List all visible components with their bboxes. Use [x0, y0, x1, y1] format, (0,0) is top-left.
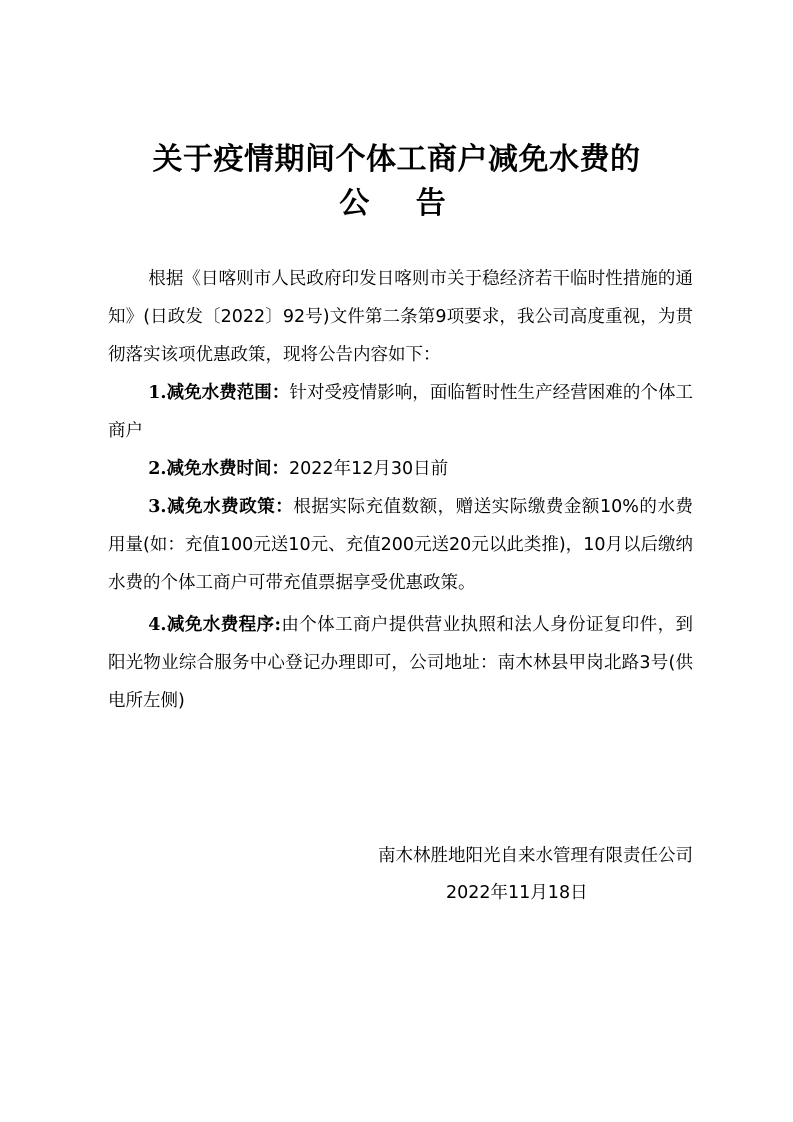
item-procedure [108, 606, 693, 720]
item-policy-heading: 3.减免水费政策： [148, 497, 294, 517]
item-scope-heading: 1.减免水费范围： [148, 383, 290, 403]
signature-company: 南木林胜地阳光自来水管理有限责任公司 [378, 846, 693, 866]
item-procedure-text: 由个体工商户提供营业执照和法人身份证复印件，到阳光物业综合服务中心登记办理即可，公司地址：南木林县甲岗北路3号(供电所左侧) [108, 615, 693, 711]
item-scope [108, 374, 693, 450]
item-period [108, 450, 693, 488]
item-period-text: 2022年12月30日前 [289, 459, 449, 479]
item-policy-text: 根据实际充值数额，赠送实际缴费金额10%的水费用量(如：充值100元送10元、充值200元送20元以此类推)，10月以后缴纳水费的个体工商户可带充值票据享受优惠政策。 [108, 497, 693, 593]
notice-title: 关于疫情期间个体工商户减免水费的 [152, 142, 641, 177]
signature-date: 2022年11月18日 [446, 883, 588, 903]
item-procedure-heading: 4.减免水费程序: [148, 615, 281, 635]
notice-body [108, 260, 693, 720]
notice-title-subtitle: 公 告 [339, 186, 464, 221]
item-policy [108, 488, 693, 602]
item-period-heading: 2.减免水费时间： [148, 459, 290, 479]
intro-paragraph: 根据《日喀则市人民政府印发日喀则市关于稳经济若干临时性措施的通知》(日政发〔2022〕92号)文件第二条第9项要求，我公司高度重视，为贯彻落实该项优惠政策，现将公告内容如下： [108, 269, 693, 365]
item-scope-text: 针对受疫情影响，面临暂时性生产经营困难的个体工商户 [108, 383, 693, 441]
